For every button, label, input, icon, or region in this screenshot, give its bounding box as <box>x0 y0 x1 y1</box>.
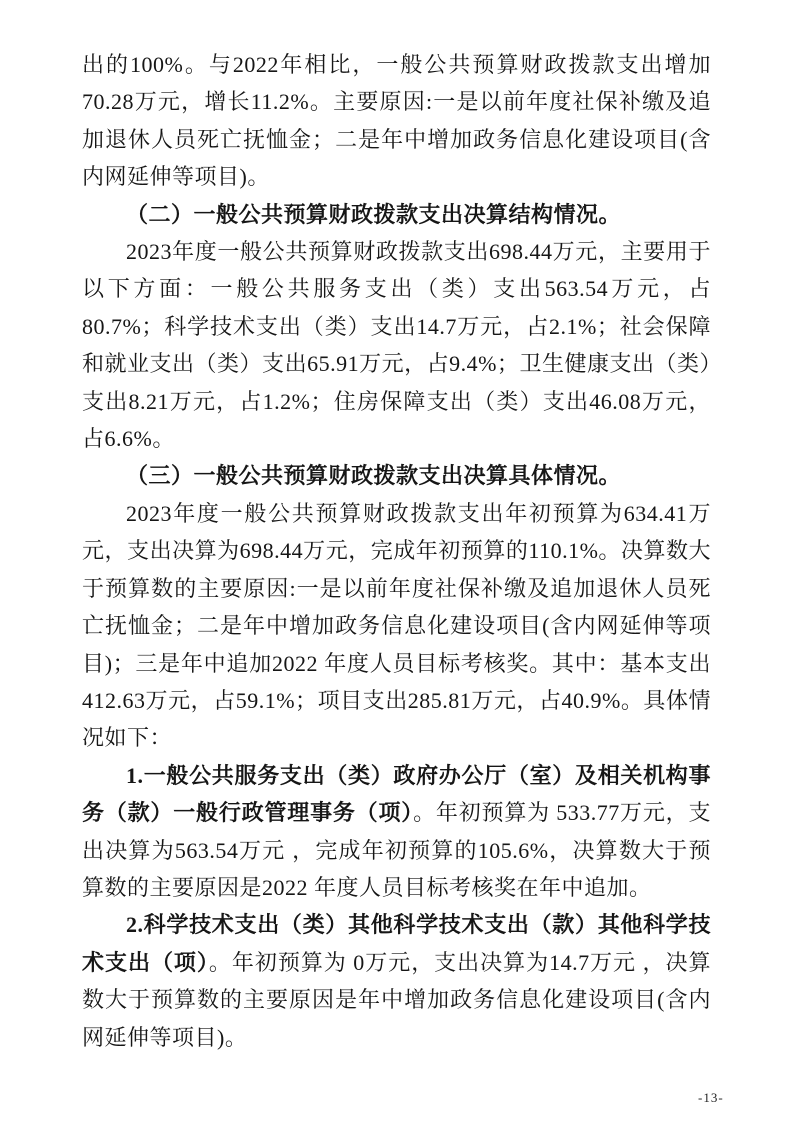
document-body <box>82 46 711 1056</box>
section-heading-2: （二）一般公共预算财政拨款支出决算结构情况。 <box>126 201 622 227</box>
paragraph-continuation: 出的100%。与2022年相比，一般公共预算财政拨款支出增加70.28万元，增长11.2%。主要原因:一是以前年度社保补缴及追加退休人员死亡抚恤金；二是年中增加政务信息化建设项目(含内网延伸等项目)。 <box>82 52 711 190</box>
item-2-body: 。年初预算为 0万元，支出决算为14.7万元 ，决算数大于预算数的主要原因是年中增加政务信息化建设项目(含内网延伸等项目)。 <box>82 949 711 1050</box>
paragraph-item-2 <box>82 906 711 1056</box>
item-1-title: 1.一般公共服务支出（类）政府办公厅（室）及相关机构事务（款）一般行政管理事务（项） <box>82 762 711 826</box>
paragraph-item-1 <box>82 757 711 907</box>
paragraph-expenditure-structure: 2023年度一般公共预算财政拨款支出698.44万元，主要用于以下方面：一般公共服务支出（类）支出563.54万元，占80.7%；科学技术支出（类）支出14.7万元，占2.1%；社会保障和就业支出（类）支出65.91万元，占9.4%；卫生健康支出（类）支出8.21万元，占1.2%；住房保障支出（类）支出46.08万元，占6.6%。 <box>82 239 711 452</box>
item-2-title: 2.科学技术支出（类）其他科学技术支出（款）其他科学技术支出（项） <box>82 912 711 975</box>
section-heading-3: （三）一般公共预算财政拨款支出决算具体情况。 <box>126 463 622 489</box>
page-number: -13- <box>698 1090 724 1105</box>
paragraph-expenditure-specifics: 2023年度一般公共预算财政拨款支出年初预算为634.41万元，支出决算为698.44万元，完成年初预算的110.1%。决算数大于预算数的主要原因:一是以前年度社保补缴及追加退休人员死亡抚恤金；二是年中增加政务信息化建设项目(含内网延伸等项目)；三是年中追加2022 年度人员目标考核奖。其中：基本支出412.63万元，占59.1%；项目支出285.81万元，占40.9%。具体情况如下： <box>82 500 711 751</box>
item-1-body: 。年初预算为 533.77万元，支出决算为563.54万元 ，完成年初预算的105.6%，决算数大于预算数的主要原因是2022 年度人员目标考核奖在年中追加。 <box>82 800 711 900</box>
